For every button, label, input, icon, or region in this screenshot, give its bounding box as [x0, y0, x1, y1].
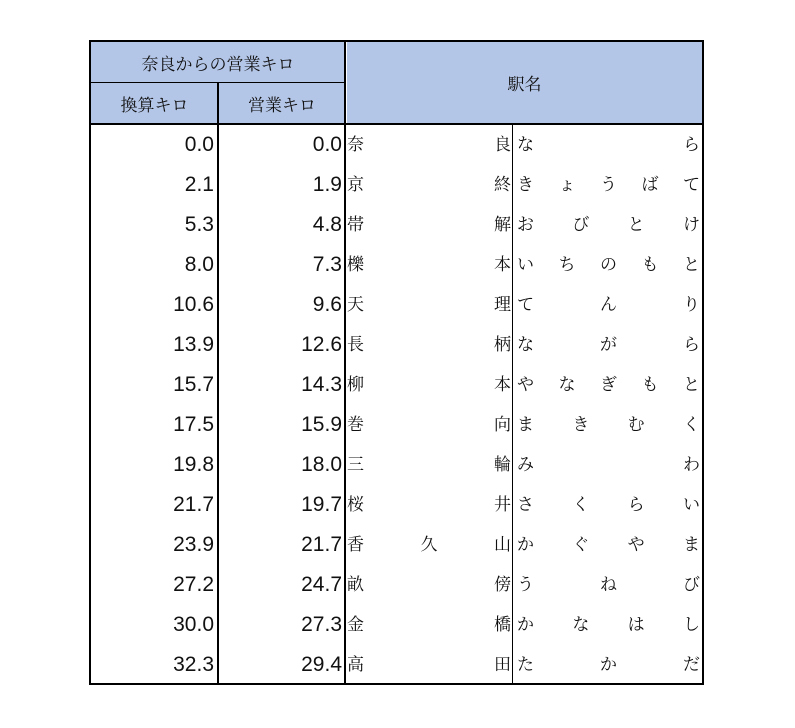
station-kana-char: か — [517, 535, 534, 555]
station-kanji-cell — [347, 365, 511, 405]
station-kana-char: の — [600, 255, 617, 275]
header-group-km — [91, 42, 345, 82]
operating-km-cell: 7.3 — [312, 253, 342, 276]
station-kana-char: ん — [600, 295, 617, 315]
station-kana-cell — [517, 245, 700, 285]
converted-km-cell: 27.2 — [173, 573, 214, 596]
station-kana-cell — [517, 445, 700, 485]
station-kanji-cell — [347, 325, 511, 365]
station-kanji-char: 理 — [494, 295, 511, 315]
converted-km-cell: 23.9 — [173, 533, 214, 556]
operating-km-cell: 24.7 — [301, 573, 342, 596]
table-row — [91, 405, 702, 445]
converted-km-cell: 13.9 — [173, 333, 214, 356]
station-kanji-char: 向 — [494, 415, 511, 435]
station-kana-char: だ — [683, 655, 700, 675]
station-kanji-char: 帯 — [347, 215, 364, 235]
station-kanji-cell — [347, 645, 511, 685]
operating-km-cell: 18.0 — [301, 453, 342, 476]
station-kana-char: く — [572, 495, 590, 515]
station-kanji-char: 解 — [494, 215, 511, 235]
station-kana-cell — [517, 565, 700, 605]
table-row — [91, 565, 702, 605]
station-kana-char: む — [627, 415, 645, 435]
station-kana-char: な — [558, 375, 576, 395]
station-kana-cell — [517, 645, 700, 685]
converted-km-cell: 8.0 — [184, 253, 214, 276]
station-kana-char: け — [682, 215, 700, 235]
operating-km-cell: 29.4 — [301, 653, 342, 676]
station-kana-char: び — [572, 215, 590, 235]
station-kanji-char: 久 — [420, 535, 438, 555]
station-kanji-char: 良 — [494, 135, 511, 155]
station-kanji-char: 奈 — [347, 135, 364, 155]
station-kana-char: ち — [558, 255, 576, 275]
header-group-label: 奈良からの営業キロ — [141, 54, 295, 75]
station-kana-char: さ — [517, 495, 534, 515]
station-kanji-cell — [347, 165, 511, 205]
station-kana-char: ぎ — [600, 375, 617, 395]
converted-km-cell: 10.6 — [173, 293, 214, 316]
station-kana-char: う — [517, 575, 534, 595]
station-kanji-cell — [347, 605, 511, 645]
converted-km-cell: 5.3 — [184, 213, 214, 236]
station-kana-char: ら — [683, 335, 700, 355]
station-kanji-char: 山 — [494, 535, 511, 555]
station-kana-char: く — [682, 415, 700, 435]
station-kana-char: ね — [600, 575, 617, 595]
header-station-name — [347, 42, 702, 123]
station-kana-cell — [517, 285, 700, 325]
station-kana-char: ま — [682, 535, 700, 555]
station-kana-char: し — [682, 615, 700, 635]
station-kana-char: て — [683, 175, 700, 195]
converted-km-cell: 0.0 — [184, 133, 214, 156]
station-kana-char: か — [517, 615, 534, 635]
station-kana-char: や — [517, 375, 534, 395]
operating-km-cell: 27.3 — [301, 613, 342, 636]
station-kanji-char: 天 — [347, 295, 364, 315]
station-kana-char: い — [517, 255, 534, 275]
station-kanji-cell — [347, 285, 511, 325]
converted-km-cell: 30.0 — [173, 613, 214, 636]
station-kana-char: き — [572, 415, 590, 435]
station-kana-char: ら — [627, 495, 645, 515]
station-kana-char: み — [517, 455, 534, 475]
header-station-name-label: 駅名 — [507, 75, 542, 95]
converted-km-cell: 2.1 — [184, 173, 214, 196]
station-kana-char: と — [683, 375, 700, 395]
header-converted-km — [91, 83, 218, 123]
station-kana-char: は — [627, 615, 645, 635]
station-kana-char: ば — [641, 175, 659, 195]
station-kanji-cell — [347, 565, 511, 605]
station-kana-char: て — [517, 295, 534, 315]
station-kana-char: び — [683, 575, 700, 595]
station-kana-cell — [517, 605, 700, 645]
table-row — [91, 285, 702, 325]
station-kanji-cell — [347, 245, 511, 285]
station-kana-char: な — [517, 135, 534, 155]
station-kana-char: う — [600, 175, 617, 195]
station-kanji-char: 傍 — [494, 575, 511, 595]
station-kana-char: き — [517, 175, 534, 195]
table-row — [91, 205, 702, 245]
station-kana-cell — [517, 525, 700, 565]
station-kanji-char: 桜 — [347, 495, 364, 515]
table-row — [91, 165, 702, 205]
station-kanji-char: 本 — [494, 375, 511, 395]
station-kana-char: ぐ — [572, 535, 590, 555]
station-kanji-cell — [347, 445, 511, 485]
converted-km-cell: 19.8 — [173, 453, 214, 476]
station-kanji-char: 輪 — [494, 455, 511, 475]
station-kana-cell — [517, 205, 700, 245]
operating-km-cell: 14.3 — [301, 373, 342, 396]
table-row — [91, 485, 702, 525]
station-kana-char: い — [682, 495, 700, 515]
station-kanji-char: 柄 — [494, 335, 511, 355]
operating-km-cell: 4.8 — [312, 213, 342, 236]
station-kanji-char: 櫟 — [347, 255, 364, 275]
station-kanji-char: 田 — [494, 655, 511, 675]
operating-km-cell: 21.7 — [301, 533, 342, 556]
station-kanji-cell — [347, 125, 511, 165]
table-row — [91, 325, 702, 365]
station-kana-char: た — [517, 655, 534, 675]
station-kana-char: ま — [517, 415, 534, 435]
station-kana-char: り — [683, 295, 700, 315]
header-operating-km — [219, 83, 345, 123]
station-kana-char: な — [572, 615, 590, 635]
station-kana-char: か — [600, 655, 617, 675]
station-kana-cell — [517, 405, 700, 445]
station-kana-cell — [517, 165, 700, 205]
converted-km-cell: 17.5 — [173, 413, 214, 436]
station-kanji-char: 金 — [347, 615, 364, 635]
station-kanji-char: 京 — [347, 175, 364, 195]
station-kana-char: ら — [683, 135, 700, 155]
operating-km-cell: 1.9 — [312, 173, 342, 196]
station-kanji-cell — [347, 405, 511, 445]
table-row — [91, 365, 702, 405]
station-kana-char: が — [600, 335, 617, 355]
station-kana-char: ょ — [558, 175, 576, 195]
station-kana-char: と — [627, 215, 645, 235]
station-kanji-char: 本 — [494, 255, 511, 275]
station-kanji-char: 橋 — [494, 615, 511, 635]
table-row — [91, 605, 702, 645]
station-kanji-char: 終 — [494, 175, 511, 195]
table-row — [91, 245, 702, 285]
operating-km-cell: 12.6 — [301, 333, 342, 356]
converted-km-cell: 15.7 — [173, 373, 214, 396]
operating-km-cell: 9.6 — [312, 293, 342, 316]
station-kanji-char: 畝 — [347, 575, 364, 595]
station-kana-char: お — [517, 215, 534, 235]
header-operating-km-label: 営業キロ — [248, 95, 316, 116]
table-row — [91, 525, 702, 565]
station-kana-char: や — [627, 535, 645, 555]
station-kanji-char: 井 — [494, 495, 511, 515]
station-kanji-cell — [347, 205, 511, 245]
station-kanji-char: 三 — [347, 455, 364, 475]
converted-km-cell: 32.3 — [173, 653, 214, 676]
table-row — [91, 645, 702, 685]
operating-km-cell: 19.7 — [301, 493, 342, 516]
station-kana-char: わ — [683, 455, 700, 475]
station-kana-cell — [517, 485, 700, 525]
station-kanji-char: 巻 — [347, 415, 364, 435]
station-kana-char: も — [641, 255, 659, 275]
station-kanji-char: 長 — [347, 335, 364, 355]
station-kana-cell — [517, 365, 700, 405]
table-row — [91, 125, 702, 165]
station-kanji-char: 香 — [347, 535, 364, 555]
table-row — [91, 445, 702, 485]
station-kana-cell — [517, 325, 700, 365]
station-kana-char: と — [683, 255, 700, 275]
station-kanji-cell — [347, 525, 511, 565]
station-kanji-char: 高 — [347, 655, 364, 675]
station-kana-char: も — [641, 375, 659, 395]
converted-km-cell: 21.7 — [173, 493, 214, 516]
header-converted-km-label: 換算キロ — [120, 95, 189, 116]
station-distance-table — [89, 40, 704, 685]
station-kana-cell — [517, 125, 700, 165]
station-kanji-char: 柳 — [347, 375, 364, 395]
station-kana-char: な — [517, 335, 534, 355]
station-kanji-cell — [347, 485, 511, 525]
operating-km-cell: 0.0 — [312, 133, 342, 156]
operating-km-cell: 15.9 — [301, 413, 342, 436]
